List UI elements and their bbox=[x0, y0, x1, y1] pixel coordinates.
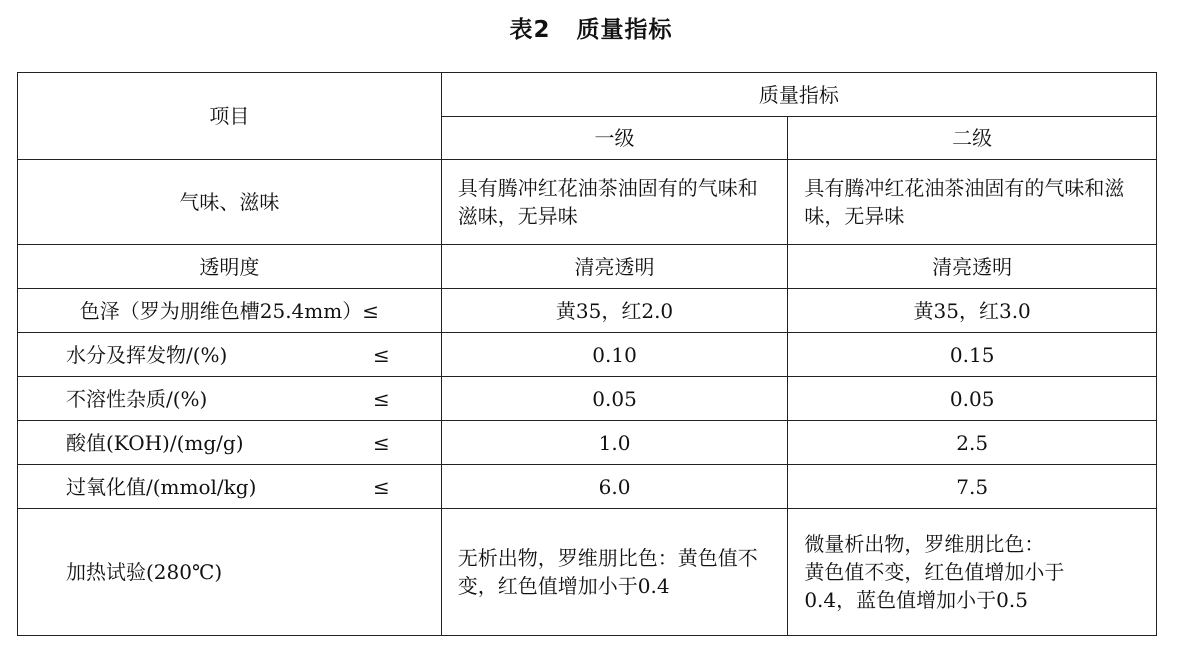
grade1-cell: 具有腾冲红花油茶油固有的气味和滋味，无异味 bbox=[441, 160, 788, 245]
item-cell bbox=[18, 421, 442, 465]
table-caption bbox=[0, 12, 1182, 48]
grade1-cell: 清亮透明 bbox=[441, 245, 788, 289]
quality-indicator-table bbox=[17, 72, 1157, 636]
item-cell: 气味、滋味 bbox=[18, 160, 442, 245]
grade2-line: 0.4，蓝色值增加小于0.5 bbox=[804, 588, 1028, 612]
item-label: 不溶性杂质/(%) bbox=[66, 386, 208, 411]
header-item-cell: 项目 bbox=[18, 73, 442, 160]
item-cell bbox=[18, 465, 442, 509]
item-cell: 加热试验(280℃) bbox=[18, 509, 442, 636]
item-cell: 透明度 bbox=[18, 245, 442, 289]
grade2-cell: 7.5 bbox=[788, 465, 1157, 509]
table-row bbox=[18, 509, 1157, 636]
table-row bbox=[18, 333, 1157, 377]
grade1-cell: 0.10 bbox=[441, 333, 788, 377]
header-grade2-cell: 二级 bbox=[788, 117, 1157, 160]
grade1-cell: 6.0 bbox=[441, 465, 788, 509]
table-row bbox=[18, 160, 1157, 245]
item-cell bbox=[18, 333, 442, 377]
grade2-cell: 2.5 bbox=[788, 421, 1157, 465]
item-label: 水分及挥发物/(%) bbox=[66, 342, 228, 367]
grade2-line: 微量析出物，罗维朋比色： bbox=[804, 532, 1045, 556]
le-symbol: ≤ bbox=[373, 342, 390, 367]
table-row bbox=[18, 245, 1157, 289]
table-row bbox=[18, 377, 1157, 421]
header-grade1-cell: 一级 bbox=[441, 117, 788, 160]
header-row bbox=[18, 73, 1157, 117]
item-cell: 色泽（罗为朋维色槽25.4mm）≤ bbox=[18, 289, 442, 333]
table-row bbox=[18, 289, 1157, 333]
grade1-cell: 黄35，红2.0 bbox=[441, 289, 788, 333]
le-symbol: ≤ bbox=[373, 474, 390, 499]
item-label: 酸值(KOH)/(mg/g) bbox=[66, 430, 244, 455]
grade1-cell: 无析出物，罗维朋比色：黄色值不变，红色值增加小于0.4 bbox=[441, 509, 788, 636]
table-title: 质量指标 bbox=[576, 17, 673, 43]
grade2-cell: 0.05 bbox=[788, 377, 1157, 421]
grade1-cell: 0.05 bbox=[441, 377, 788, 421]
grade2-cell: 清亮透明 bbox=[788, 245, 1157, 289]
le-symbol: ≤ bbox=[373, 430, 390, 455]
table-row bbox=[18, 421, 1157, 465]
item-label: 过氧化值/(mmol/kg) bbox=[66, 474, 257, 499]
grade2-cell: 黄35，红3.0 bbox=[788, 289, 1157, 333]
grade2-cell: 具有腾冲红花油茶油固有的气味和滋味，无异味 bbox=[788, 160, 1157, 245]
grade1-cell: 1.0 bbox=[441, 421, 788, 465]
table-row bbox=[18, 465, 1157, 509]
header-group-cell: 质量指标 bbox=[441, 73, 1156, 117]
grade2-cell: 0.15 bbox=[788, 333, 1157, 377]
grade2-line: 黄色值不变，红色值增加小于 bbox=[804, 560, 1065, 584]
table-number: 表2 bbox=[509, 17, 551, 43]
grade2-cell bbox=[788, 509, 1157, 636]
item-cell bbox=[18, 377, 442, 421]
le-symbol: ≤ bbox=[373, 386, 390, 411]
